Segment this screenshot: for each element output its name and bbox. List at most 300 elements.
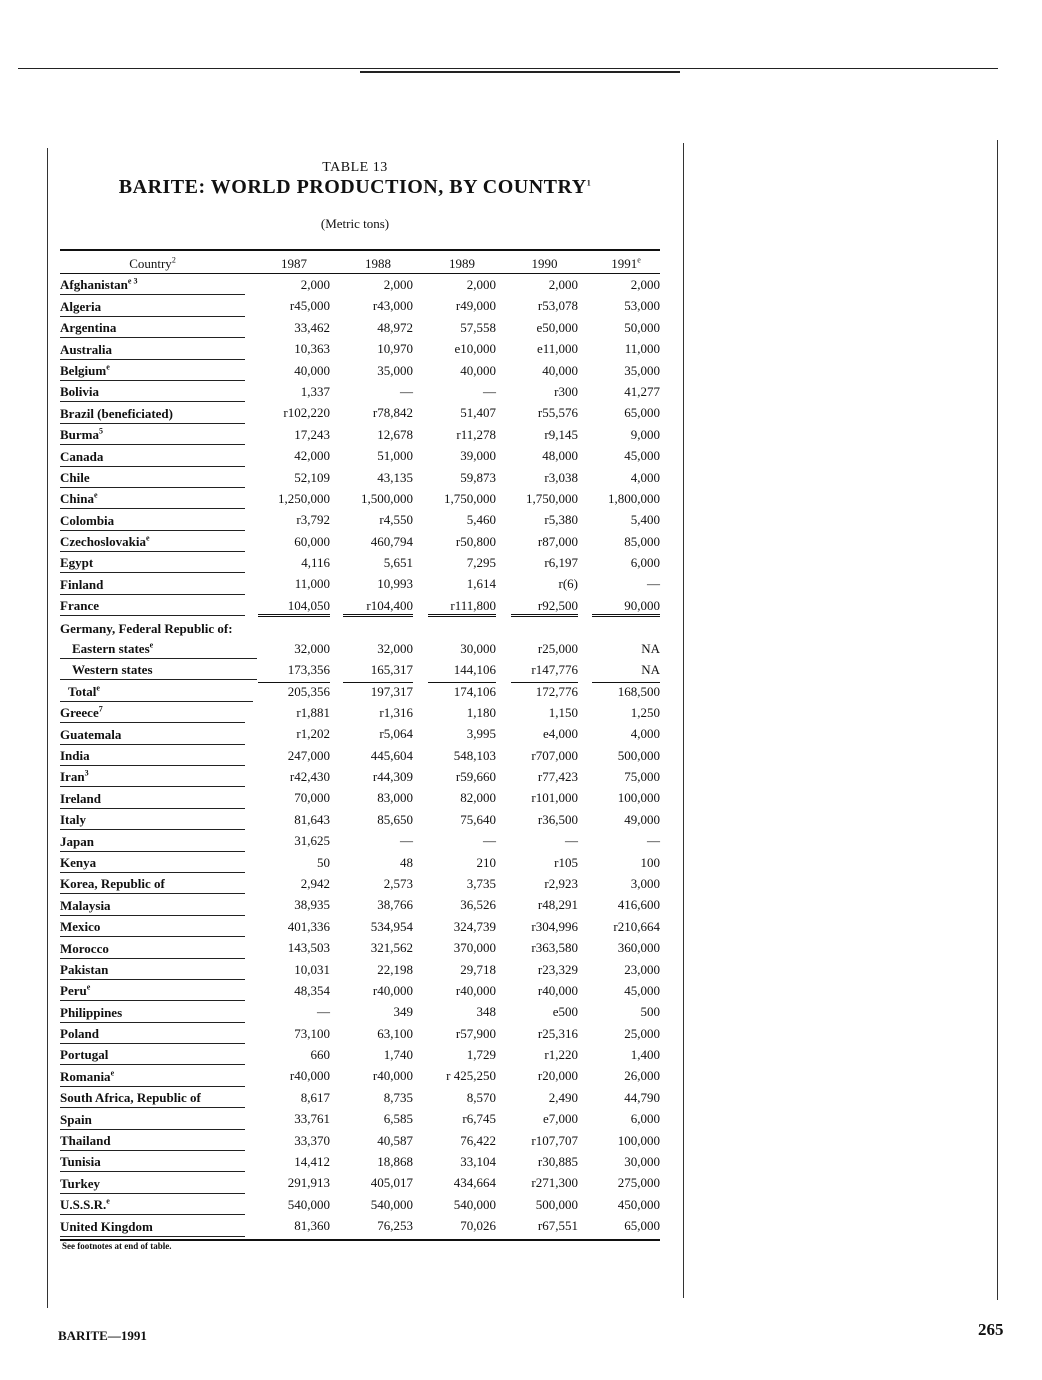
table-row	[60, 445, 660, 466]
country-name: Belgium$^e$	[60, 361, 245, 381]
header-year: 1989	[449, 256, 475, 271]
value-cell: 17,243	[294, 426, 330, 442]
value-cell: r25,316	[537, 1025, 578, 1041]
table-row	[60, 745, 660, 766]
table-row	[60, 1130, 660, 1151]
value-cell: 57,558	[460, 319, 496, 335]
value-cell: 434,664	[453, 1175, 496, 1191]
value-cell: NA	[641, 640, 660, 656]
left-column-rule	[47, 148, 48, 1308]
value-cell: 38,766	[377, 897, 413, 913]
country-name: Total$^e$	[60, 682, 253, 702]
value-cell: 33,370	[294, 1132, 330, 1148]
country-name: Algeria	[60, 297, 245, 317]
country-name: France	[60, 596, 245, 616]
table-row	[60, 274, 660, 295]
value-cell: r30,885	[537, 1154, 578, 1170]
table-row	[60, 552, 660, 573]
value-cell: 1,180	[466, 704, 496, 720]
value-cell: 38,935	[294, 897, 330, 913]
value-cell: 3,995	[466, 726, 496, 742]
country-name: India	[60, 746, 245, 766]
value-cell: r300	[554, 383, 578, 399]
value-cell: 9,000	[630, 426, 660, 442]
value-cell: 45,000	[624, 982, 660, 998]
page-number: 265	[978, 1320, 1004, 1339]
country-name: Greece$^7$	[60, 703, 245, 723]
value-cell: r25,000	[537, 640, 578, 656]
value-cell: 275,000	[617, 1175, 660, 1191]
value-cell: r40,000	[455, 982, 496, 998]
value-cell: r210,664	[613, 918, 660, 934]
value-cell: 11,000	[294, 576, 330, 592]
country-name: Afghanistan$^{e 3}$	[60, 275, 245, 295]
value-cell: r3,792	[296, 512, 330, 528]
country-name: Czechoslovakia$^e$	[60, 532, 245, 552]
value-cell: 104,050	[258, 597, 330, 617]
value-cell: 2,490	[548, 1089, 578, 1105]
value-cell: 8,617	[300, 1089, 330, 1105]
value-cell: 11,000	[624, 341, 660, 357]
value-cell: e50,000	[536, 319, 578, 335]
value-cell: 25,000	[624, 1025, 660, 1041]
value-cell: r23,329	[537, 961, 578, 977]
table-row	[60, 1108, 660, 1129]
value-cell: r49,000	[455, 298, 496, 314]
table-row	[60, 894, 660, 915]
table-row	[60, 937, 660, 958]
table-row	[60, 595, 660, 616]
value-cell: 40,587	[377, 1132, 413, 1148]
value-cell: 65,000	[624, 1218, 660, 1234]
table-row	[60, 531, 660, 552]
country-name: Malaysia	[60, 896, 245, 916]
table-row	[60, 766, 660, 787]
value-cell: r87,000	[537, 533, 578, 549]
value-cell: r101,000	[531, 790, 578, 806]
table-row	[60, 873, 660, 894]
value-cell: 5,460	[466, 512, 496, 528]
value-cell: r50,800	[455, 533, 496, 549]
header-country: Country$^2$	[129, 255, 176, 271]
table-row	[60, 424, 660, 445]
value-cell: r48,291	[537, 897, 578, 913]
value-cell: r1,316	[379, 704, 413, 720]
center-column-rule	[683, 143, 684, 1298]
country-name: Korea, Republic of	[60, 874, 245, 894]
country-name: Mexico	[60, 917, 245, 937]
value-cell: 100,000	[617, 1132, 660, 1148]
country-name: Japan	[60, 832, 245, 852]
value-cell: r104,400	[343, 597, 413, 617]
value-cell: 30,000	[624, 1154, 660, 1170]
country-name: Romania$^e$	[60, 1067, 245, 1087]
table-header	[60, 251, 660, 274]
value-cell: 23,000	[624, 961, 660, 977]
value-cell: 29,718	[460, 961, 496, 977]
value-cell: 22,198	[377, 961, 413, 977]
value-cell: 500,000	[617, 747, 660, 763]
value-cell: 33,462	[294, 319, 330, 335]
value-cell: r102,220	[283, 405, 330, 421]
table-row	[60, 830, 660, 851]
value-cell: 197,317	[343, 682, 413, 700]
value-cell: r92,500	[511, 597, 578, 617]
table-row	[60, 338, 660, 359]
value-cell: r42,430	[289, 768, 330, 784]
value-cell: 85,000	[624, 533, 660, 549]
value-cell: —	[400, 383, 413, 399]
table-row	[60, 659, 660, 680]
value-cell: 1,500,000	[361, 490, 413, 506]
value-cell: 2,000	[383, 277, 413, 292]
value-cell: r40,000	[289, 1068, 330, 1084]
value-cell: 75,640	[460, 811, 496, 827]
value-cell: r40,000	[537, 982, 578, 998]
header-year: 1988	[365, 256, 391, 271]
value-cell: 7,295	[466, 555, 496, 571]
value-cell: 10,970	[377, 341, 413, 357]
country-name: U.S.S.R.$^e$	[60, 1195, 245, 1215]
value-cell: 2,000	[548, 277, 578, 292]
value-cell: 1,150	[548, 704, 578, 720]
value-cell: r44,309	[372, 768, 413, 784]
value-cell: r40,000	[372, 1068, 413, 1084]
value-cell: 1,614	[466, 576, 496, 592]
value-cell: 1,750,000	[526, 490, 578, 506]
table-row	[60, 360, 660, 381]
table-row	[60, 916, 660, 937]
value-cell: 5,400	[630, 512, 660, 528]
value-cell: 42,000	[294, 448, 330, 464]
value-cell: 40,000	[460, 362, 496, 378]
top-rule-thick	[360, 71, 680, 73]
table-row	[60, 1044, 660, 1065]
table-row	[60, 402, 660, 423]
value-cell: 174,106	[428, 682, 496, 700]
value-cell: r78,842	[372, 405, 413, 421]
value-cell: r6,197	[544, 555, 578, 571]
value-cell: 49,000	[624, 811, 660, 827]
running-footer: BARITE—1991	[58, 1328, 147, 1343]
value-cell: 100,000	[617, 790, 660, 806]
value-cell: r5,064	[379, 726, 413, 742]
country-name: Canada	[60, 447, 245, 467]
country-name: Burma$^5$	[60, 425, 245, 445]
right-column-rule	[997, 140, 998, 1300]
table-row	[60, 702, 660, 723]
value-cell: 10,031	[294, 961, 330, 977]
table-row	[60, 616, 660, 637]
value-cell: 75,000	[624, 768, 660, 784]
value-cell: 8,570	[466, 1089, 496, 1105]
value-cell: r147,776	[531, 662, 578, 678]
country-name: Poland	[60, 1024, 245, 1044]
value-cell: 324,739	[453, 918, 496, 934]
value-cell: —	[317, 1004, 330, 1020]
value-cell: 168,500	[592, 682, 660, 700]
value-cell: NA	[641, 662, 660, 678]
value-cell: 540,000	[287, 1196, 330, 1212]
value-cell: 10,993	[377, 576, 413, 592]
value-cell: 8,735	[383, 1089, 413, 1105]
value-cell: 534,954	[370, 918, 413, 934]
country-name: Ireland	[60, 789, 245, 809]
value-cell: —	[647, 833, 660, 849]
value-cell: 44,790	[624, 1089, 660, 1105]
value-cell: 1,750,000	[444, 490, 496, 506]
value-cell: 370,000	[453, 940, 496, 956]
country-name: Finland	[60, 575, 245, 595]
value-cell: —	[565, 833, 578, 849]
table-row	[60, 1001, 660, 1022]
value-cell: r105	[554, 854, 578, 870]
value-cell: 247,000	[287, 747, 330, 763]
value-cell: r304,996	[531, 918, 578, 934]
value-cell: 6,000	[630, 555, 660, 571]
value-cell: r59,660	[455, 768, 496, 784]
value-cell: 65,000	[624, 405, 660, 421]
value-cell: r1,202	[296, 726, 330, 742]
value-cell: r57,900	[455, 1025, 496, 1041]
country-name: Pakistan	[60, 960, 245, 980]
value-cell: r6,745	[462, 1111, 496, 1127]
table-row	[60, 1172, 660, 1193]
value-cell: 60,000	[294, 533, 330, 549]
value-cell: r111,800	[428, 597, 496, 617]
table-label: TABLE 13	[322, 160, 388, 175]
header-year: 1991e	[611, 255, 641, 271]
country-name: China$^e$	[60, 489, 245, 509]
value-cell: 500,000	[535, 1196, 578, 1212]
value-cell: 35,000	[624, 362, 660, 378]
value-cell: r3,038	[544, 469, 578, 485]
header-year: 1987	[281, 256, 307, 271]
value-cell: e10,000	[454, 341, 496, 357]
value-cell: 63,100	[377, 1025, 413, 1041]
value-cell: 51,000	[377, 448, 413, 464]
value-cell: r4,550	[379, 512, 413, 528]
table-row	[60, 381, 660, 402]
country-name: Iran$^3$	[60, 767, 245, 787]
value-cell: 445,604	[370, 747, 413, 763]
value-cell: r43,000	[372, 298, 413, 314]
value-cell: 14,412	[294, 1154, 330, 1170]
value-cell: 36,526	[460, 897, 496, 913]
country-name: Portugal	[60, 1045, 245, 1065]
value-cell: 1,250,000	[278, 490, 330, 506]
value-cell: 540,000	[370, 1196, 413, 1212]
country-name: Brazil (beneficiated)	[60, 404, 245, 424]
value-cell: 3,735	[466, 875, 496, 891]
table-row	[60, 1023, 660, 1044]
country-name: Kenya	[60, 853, 245, 873]
value-cell: e4,000	[542, 726, 578, 742]
production-table	[60, 249, 660, 1241]
value-cell: 53,000	[624, 298, 660, 314]
country-name: Chile	[60, 468, 245, 488]
value-cell: 4,000	[630, 469, 660, 485]
value-cell: 76,253	[377, 1218, 413, 1234]
value-cell: 48	[400, 854, 413, 870]
country-name: Australia	[60, 340, 245, 360]
value-cell: 70,026	[460, 1218, 496, 1234]
country-name: Turkey	[60, 1174, 245, 1194]
country-name: Morocco	[60, 939, 245, 959]
value-cell: 450,000	[617, 1196, 660, 1212]
country-name: Guatemala	[60, 725, 245, 745]
value-cell: 165,317	[370, 662, 413, 678]
value-cell: r107,707	[531, 1132, 578, 1148]
value-cell: r 425,250	[446, 1068, 496, 1084]
value-cell: r40,000	[372, 982, 413, 998]
value-cell: r55,576	[537, 405, 578, 421]
value-cell: r67,551	[537, 1218, 578, 1234]
value-cell: 33,761	[294, 1111, 330, 1127]
value-cell: —	[647, 576, 660, 592]
value-cell: 50	[317, 854, 330, 870]
value-cell: 2,000	[300, 277, 330, 292]
value-cell: 2,000	[466, 277, 496, 292]
table-row	[60, 488, 660, 509]
value-cell: 500	[640, 1004, 660, 1020]
value-cell: 100	[640, 854, 660, 870]
table-row	[60, 509, 660, 530]
value-cell: 460,794	[370, 533, 413, 549]
value-cell: 33,104	[460, 1154, 496, 1170]
value-cell: r5,380	[544, 512, 578, 528]
value-cell: 12,678	[377, 426, 413, 442]
value-cell: 6,585	[383, 1111, 413, 1127]
value-cell: 2,573	[383, 875, 413, 891]
table-row	[60, 787, 660, 808]
value-cell: 660	[310, 1047, 330, 1063]
value-cell: r271,300	[531, 1175, 578, 1191]
value-cell: e11,000	[536, 341, 578, 357]
value-cell: 32,000	[377, 640, 413, 656]
value-cell: 40,000	[542, 362, 578, 378]
table-row	[60, 467, 660, 488]
value-cell: 73,100	[294, 1025, 330, 1041]
table-row	[60, 1194, 660, 1215]
value-cell: 210	[476, 854, 496, 870]
value-cell: 81,360	[294, 1218, 330, 1234]
value-cell: 45,000	[624, 448, 660, 464]
value-cell: 1,400	[630, 1047, 660, 1063]
country-name: Colombia	[60, 511, 245, 531]
value-cell: r53,078	[537, 298, 578, 314]
value-cell: r1,881	[296, 704, 330, 720]
table-row	[60, 980, 660, 1001]
value-cell: 76,422	[460, 1132, 496, 1148]
value-cell: r11,278	[456, 426, 496, 442]
value-cell: 35,000	[377, 362, 413, 378]
value-cell: 43,135	[377, 469, 413, 485]
value-cell: 31,625	[294, 833, 330, 849]
value-cell: —	[483, 383, 496, 399]
value-cell: r(6)	[558, 576, 578, 592]
value-cell: r9,145	[544, 426, 578, 442]
value-cell: 26,000	[624, 1068, 660, 1084]
value-cell: 50,000	[624, 319, 660, 335]
value-cell: 172,776	[511, 682, 578, 700]
table-row	[60, 1151, 660, 1172]
value-cell: r20,000	[537, 1068, 578, 1084]
value-cell: e7,000	[542, 1111, 578, 1127]
value-cell: 348	[476, 1004, 496, 1020]
value-cell: 1,250	[630, 704, 660, 720]
value-cell: 143,503	[287, 940, 330, 956]
value-cell: 85,650	[377, 811, 413, 827]
table-title: BARITE: WORLD PRODUCTION, BY COUNTRY$^1$	[118, 176, 592, 198]
value-cell: 548,103	[453, 747, 496, 763]
value-cell: 40,000	[294, 362, 330, 378]
value-cell: r77,423	[537, 768, 578, 784]
country-name: United Kingdom	[60, 1217, 245, 1237]
value-cell: 70,000	[294, 790, 330, 806]
value-cell: 18,868	[377, 1154, 413, 1170]
country-name: Italy	[60, 810, 245, 830]
country-name: Tunisia	[60, 1152, 245, 1172]
value-cell: 32,000	[294, 640, 330, 656]
value-cell: 173,356	[287, 662, 330, 678]
value-cell: r2,923	[544, 875, 578, 891]
value-cell: r36,500	[537, 811, 578, 827]
country-name: Philippines	[60, 1003, 245, 1023]
value-cell: 48,354	[294, 982, 330, 998]
value-cell: —	[400, 833, 413, 849]
value-cell: 81,643	[294, 811, 330, 827]
value-cell: 205,356	[258, 682, 330, 700]
value-cell: 1,337	[300, 383, 330, 399]
value-cell: 82,000	[460, 790, 496, 806]
country-name: South Africa, Republic of	[60, 1088, 245, 1108]
top-rule	[18, 68, 998, 69]
value-cell: 401,336	[287, 918, 330, 934]
value-cell: r45,000	[289, 298, 330, 314]
table-units: (Metric tons)	[320, 216, 390, 231]
value-cell: 405,017	[370, 1175, 413, 1191]
value-cell: 2,000	[630, 277, 660, 292]
value-cell: 59,873	[460, 469, 496, 485]
table-row	[60, 723, 660, 744]
footnote-ref: See footnotes at end of table.	[62, 1241, 172, 1251]
country-name: Eastern states$^e$	[60, 639, 257, 659]
country-name: Argentina	[60, 318, 245, 338]
country-name: Thailand	[60, 1131, 245, 1151]
table-row	[60, 1087, 660, 1108]
value-cell: —	[483, 833, 496, 849]
value-cell: 1,729	[466, 1047, 496, 1063]
value-cell: 41,277	[624, 383, 660, 399]
value-cell: 4,116	[301, 555, 330, 571]
value-cell: 540,000	[453, 1196, 496, 1212]
country-name: Egypt	[60, 553, 245, 573]
value-cell: 83,000	[377, 790, 413, 806]
table-row	[60, 317, 660, 338]
value-cell: r707,000	[531, 747, 578, 763]
value-cell: 2,942	[300, 875, 330, 891]
value-cell: 416,600	[617, 897, 660, 913]
value-cell: 360,000	[617, 940, 660, 956]
table-row	[60, 809, 660, 830]
table-body	[60, 274, 660, 1237]
table-row	[60, 959, 660, 980]
table-row	[60, 852, 660, 873]
value-cell: 90,000	[592, 597, 660, 617]
value-cell: r363,580	[531, 940, 578, 956]
header-year: 1990	[531, 256, 558, 271]
